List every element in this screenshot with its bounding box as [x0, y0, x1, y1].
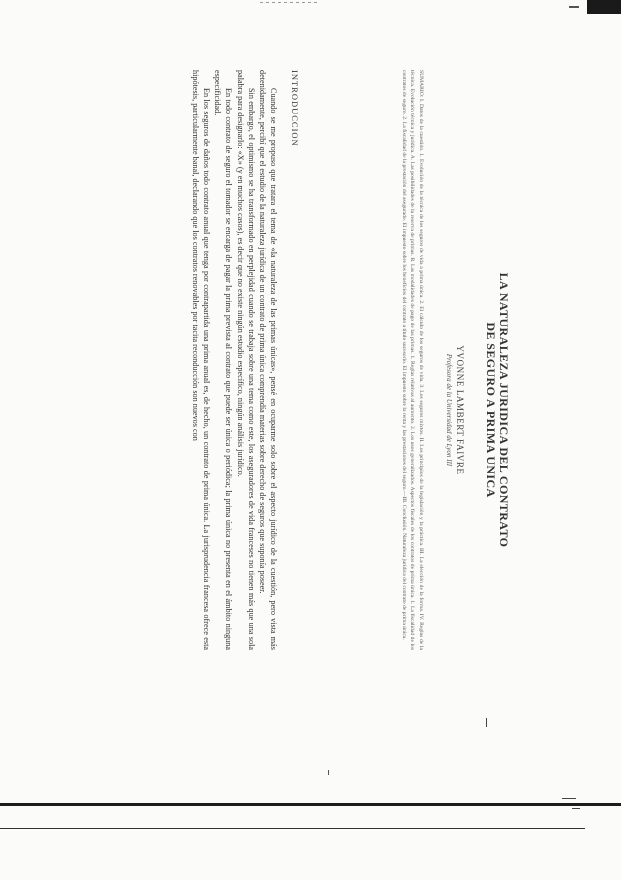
- author-name: YVONNE LAMBERT FAIVRE: [455, 345, 465, 475]
- scan-mark: [562, 798, 576, 799]
- scan-corner-mark: [587, 0, 621, 14]
- rotated-page: [110, 70, 510, 730]
- scan-mark: [328, 770, 329, 775]
- body-paragraph: Cuando se me propuso que tratara el tema de «la naturaleza de las primas únicas», pensé en ocuparme solo sobre el aspecto jurídico de la cuestión, pero vista más detenidamente, percibí que el estudio de la naturaleza jurídica de un contrato de prima única comprendía materias sobre derecho de seguros que suponía poseer.: [258, 70, 278, 650]
- summary-paragraph: SUMARIO: I. Datos de la cuestión. 1. Evolución de la técnica de los seguros de vida a prima única. 2. El cálculo de los seguros de vida. 3. Los seguros mixtos. II. Los principios de la legislación y la práctica. III. La elección de la forma. IV. Reglas de la técnica. Evolución técnica y jurídica. A. Las posibilidades de la reserva de primas. B. Las modalidades de pago de las primas. 1. Reglas relativas al aumento. 2. Los usos generalizados. Aspectos fiscales de los contratos de prima única. 1. La fiscalidad de los contratos de seguro. 2. La fiscalidad de la prestación del asegurado. El impuesto sobre los beneficios del contrato a título sucesorio. El impuesto sobre la renta y las prestaciones del seguro.—III. Conclusión. Naturaleza jurídica del contrato de prima única.: [400, 70, 424, 650]
- body-paragraph: Sin embargo, el optimismo se ha transformado en perplejidad cuando se trabaja sobre una tema como este, los aseguradores de vida franceses no tienen más que una sola palabra para designarlo: «X» (y en muchos casos), es decir que no existe ningún estudio específico, ningún análisis jurídico.: [235, 70, 256, 650]
- body-text: [188, 70, 278, 650]
- scan-corner-mark-small: [569, 6, 579, 8]
- body-paragraph: En los seguros de daños todo contrato anual que tenga por contrapartida una prima anual es, de hecho, un contrato de prima única. La jurisprudencia francesa ofrece esta hipótesis, particularmente banal, declarando que los contratos renovables por tacita reconducción son nuevos con: [191, 70, 211, 650]
- author-affiliation: Profesora de la Universidad de Lyon III: [445, 353, 453, 467]
- title-line-1: LA NATURALEZA JURIDICA DEL CONTRATO: [497, 272, 511, 548]
- scan-edge-rule: [0, 803, 621, 806]
- scan-mark: [572, 808, 580, 809]
- scan-mark: [486, 718, 487, 727]
- scan-edge-rule-thin: [0, 828, 585, 829]
- body-paragraph: En todo contrato de seguro el tomador se encarga de pagar la prima prevista al contrato que puede ser única o periódica; la prima única no presenta en el ámbito ninguna especificidad.: [213, 70, 234, 650]
- title-line-2: DE SEGURO A PRIMA UNICA: [484, 322, 498, 498]
- scan-artifact-top: [260, 2, 320, 3]
- section-heading: INTRODUCCION: [290, 70, 300, 147]
- article-title: [484, 180, 510, 640]
